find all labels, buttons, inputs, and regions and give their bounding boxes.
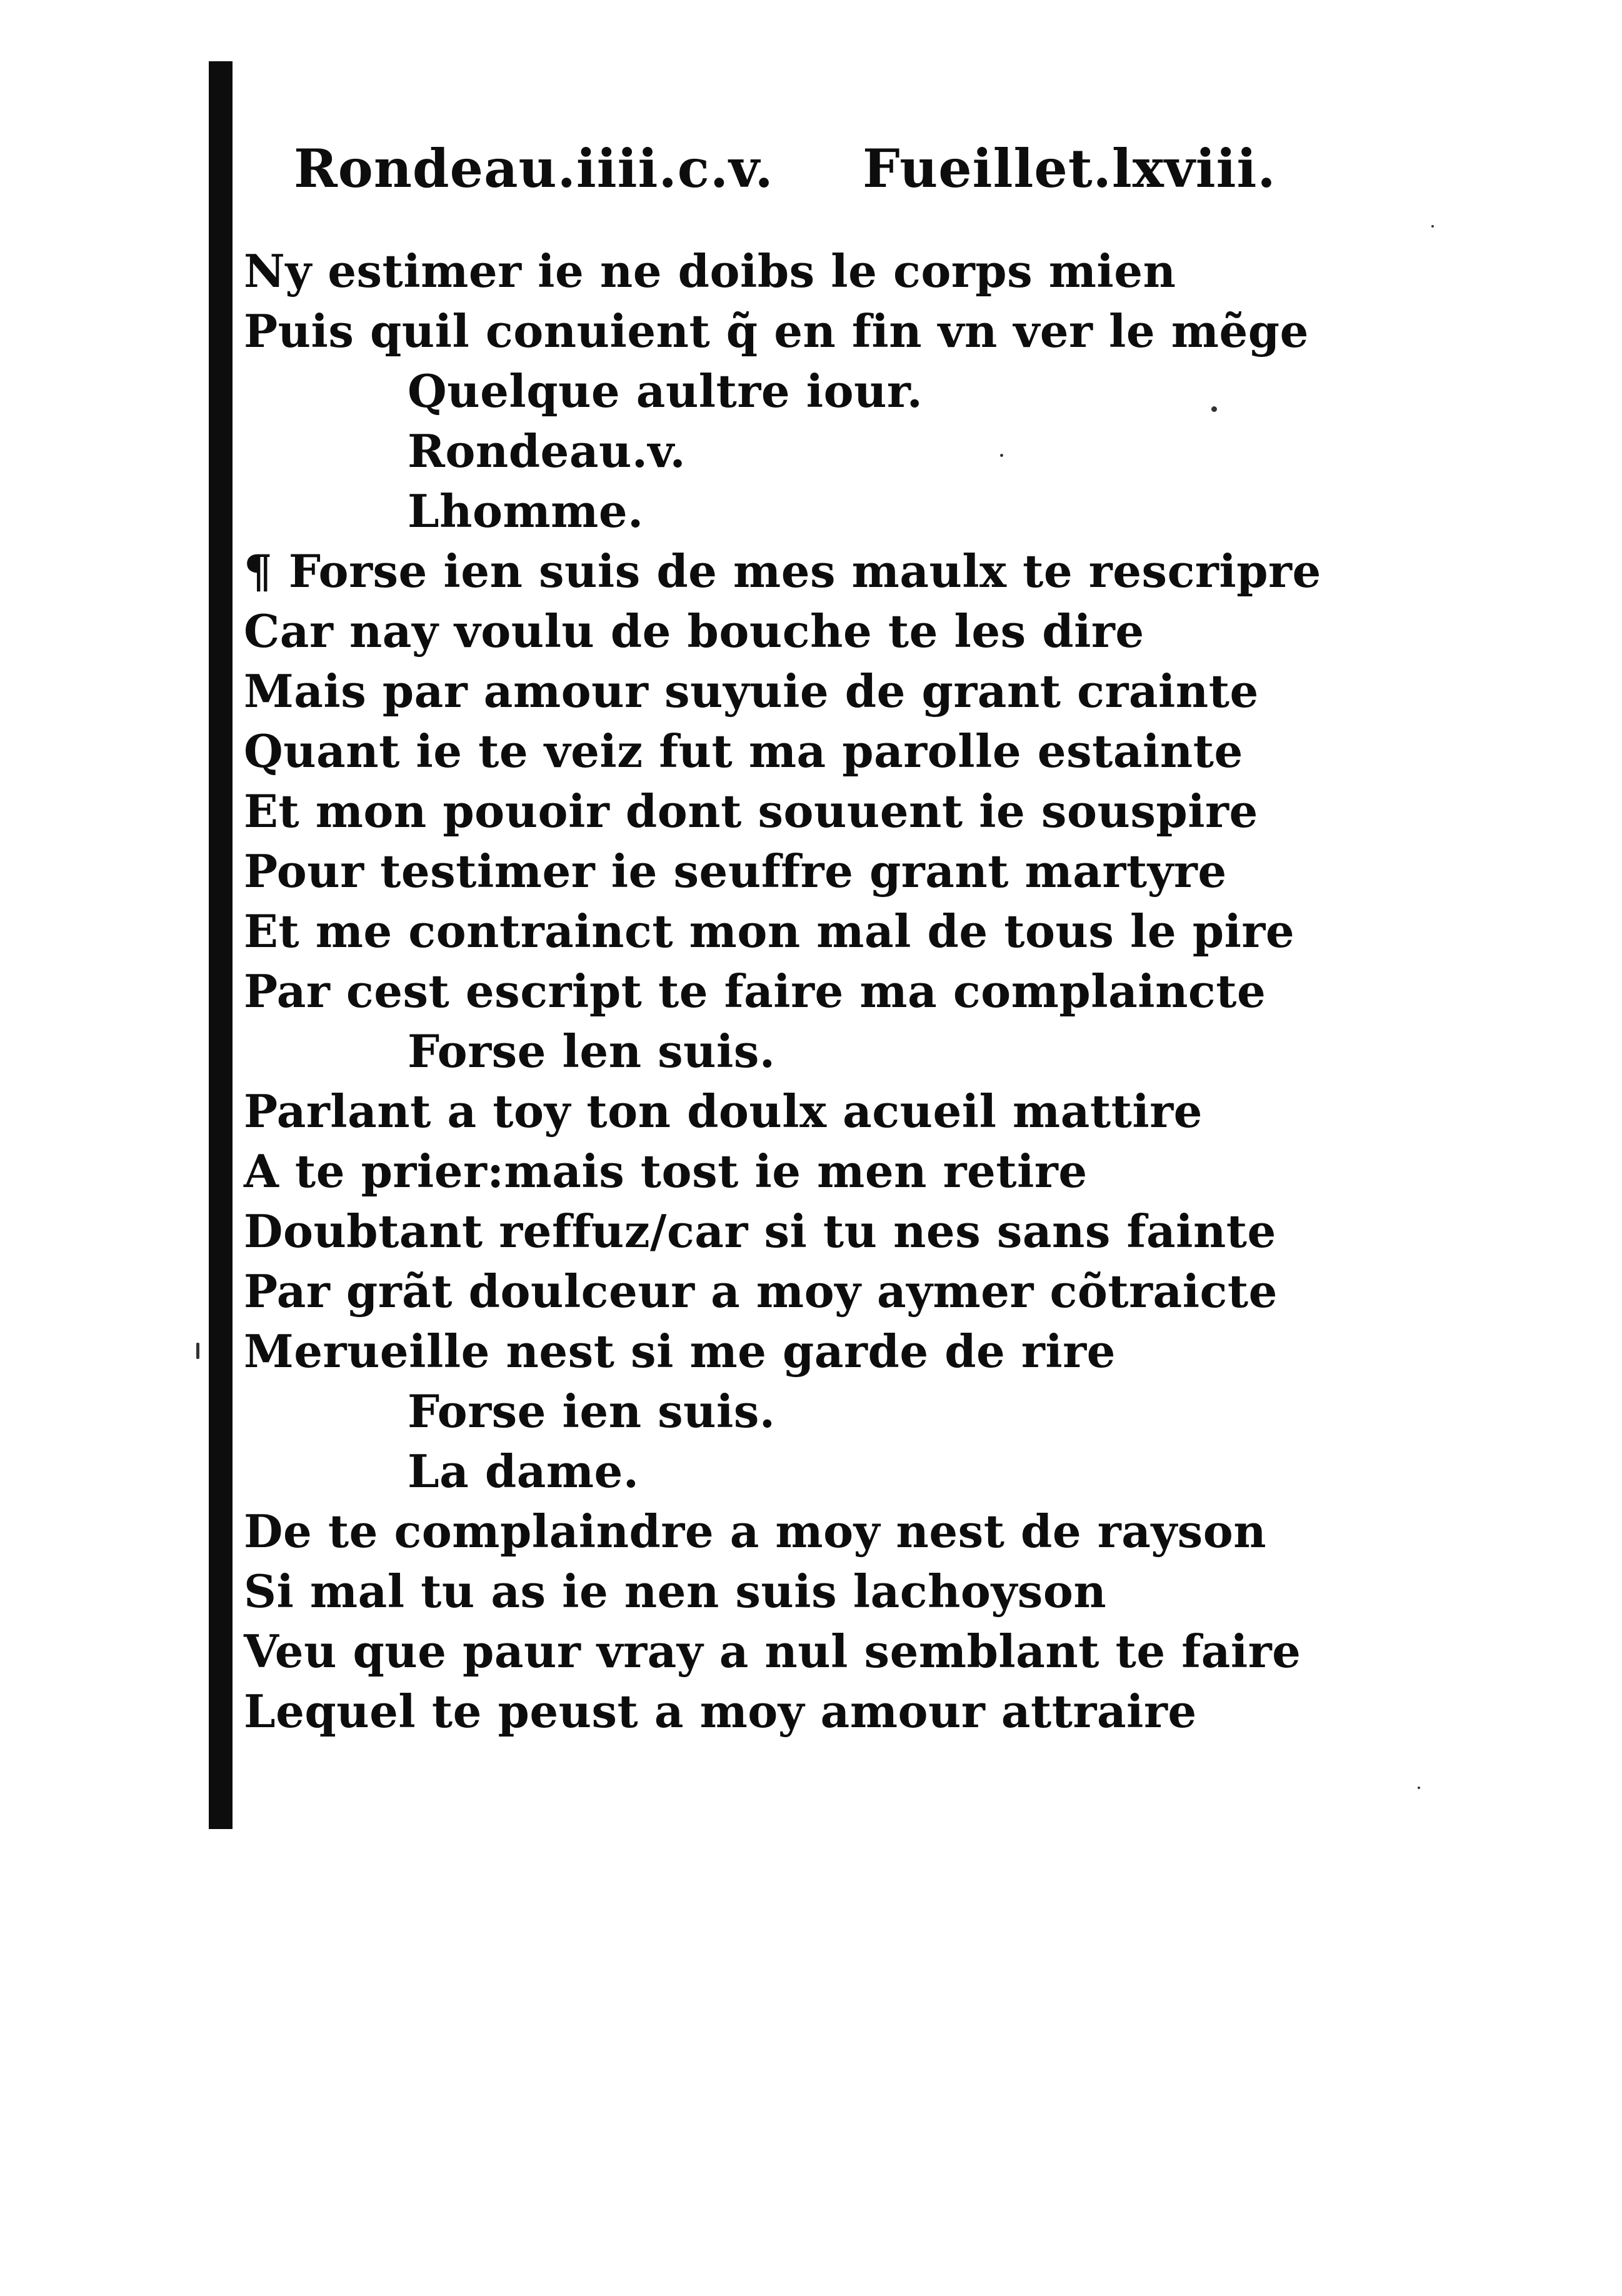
verse-line: Doubtant reffuz/car si tu nes sans fainte: [244, 1205, 1276, 1258]
header-section-title: Rondeau.iiii.c.v.: [294, 138, 774, 199]
verse-line: Car nay voulu de bouche te les dire: [244, 604, 1144, 658]
verse-line: La dame.: [408, 1445, 639, 1498]
verse-line: Forse len suis.: [408, 1025, 776, 1078]
verse-line: Quant ie te veiz fut ma parolle estainte: [244, 724, 1243, 778]
verse-line: Et mon pouoir dont souuent ie souspire: [244, 785, 1258, 838]
verse-line: Par cest escript te faire ma complaincte: [244, 965, 1266, 1018]
scan-speck: [196, 1343, 199, 1359]
verse-line: Parlant a toy ton doulx acueil mattire: [244, 1085, 1203, 1138]
header-folio-number: Fueillet.lxviii.: [863, 138, 1276, 199]
verse-line: Rondeau.v.: [408, 424, 686, 478]
verse-line: Veu que paur vray a nul semblant te faire: [244, 1625, 1301, 1678]
scan-speck: [1431, 225, 1434, 228]
verse-line: Lequel te peust a moy amour attraire: [244, 1685, 1197, 1738]
verse-line: Puis quil conuient q̃ en fin vn ver le mẽge: [244, 304, 1309, 358]
verse-line: Mais par amour suyuie de grant crainte: [244, 664, 1259, 718]
scan-speck: [1000, 454, 1003, 457]
verse-line: Quelque aultre iour.: [408, 364, 923, 418]
verse-line: A te prier:mais tost ie men retire: [244, 1145, 1088, 1198]
verse-line: Si mal tu as ie nen suis lachoyson: [244, 1565, 1107, 1618]
verse-line: Pour testimer ie seuffre grant martyre: [244, 845, 1227, 898]
verse-line: Ny estimer ie ne doibs le corps mien: [244, 244, 1176, 298]
running-header: [294, 134, 1276, 203]
scan-speck: [1418, 1787, 1420, 1789]
verse-line: Lhomme.: [408, 484, 644, 538]
verse-line: Et me contrainct mon mal de tous le pire: [244, 905, 1295, 958]
scan-speck: [1211, 406, 1217, 412]
binding-edge-rule: [209, 61, 233, 1829]
verse-line: Forse ien suis.: [408, 1385, 776, 1438]
verse-line: ¶ Forse ien suis de mes maulx te rescripre: [244, 544, 1321, 598]
verse-line: Merueille nest si me garde de rire: [244, 1325, 1116, 1378]
verse-line: Par grãt doulceur a moy aymer cõtraicte: [244, 1265, 1278, 1318]
verse-text-block: [244, 241, 1321, 1742]
verse-line: De te complaindre a moy nest de rayson: [244, 1505, 1267, 1558]
